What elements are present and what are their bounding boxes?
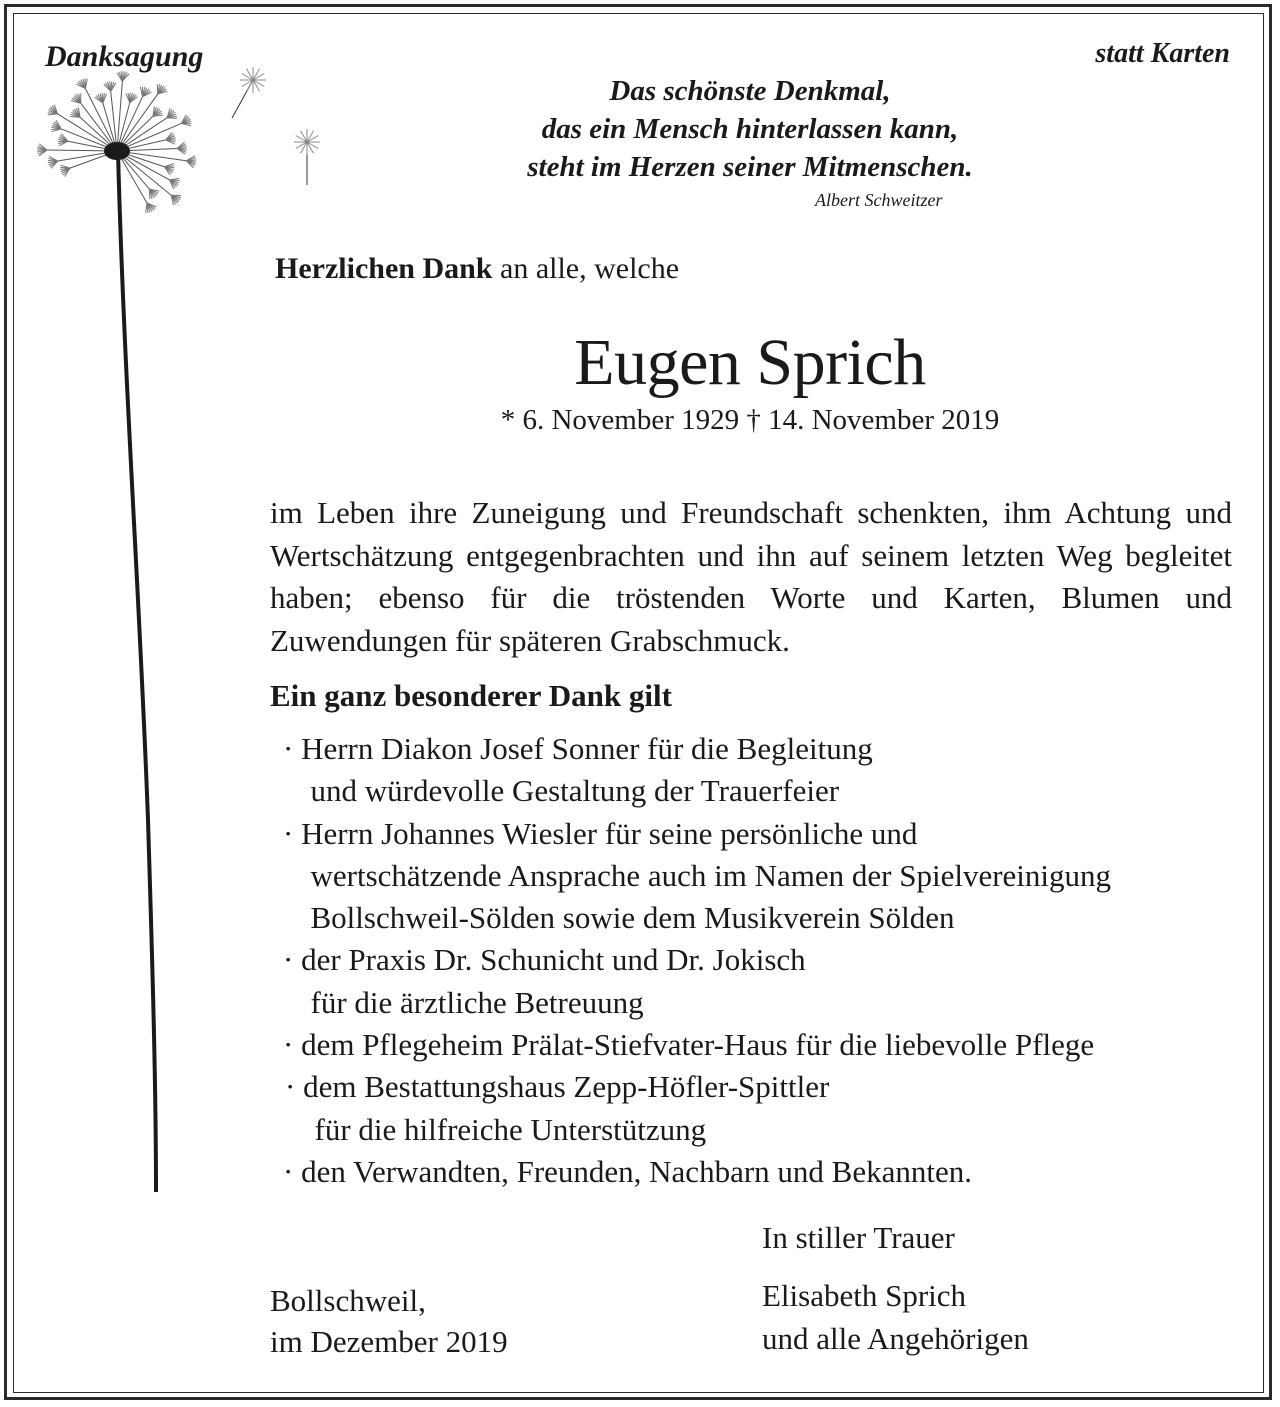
quote-line: das ein Mensch hinterlassen kann, bbox=[541, 113, 959, 145]
list-line: und würdevolle Gestaltung der Trauerfeier bbox=[295, 773, 840, 809]
life-dates: * 6. November 1929 † 14. November 2019 bbox=[500, 404, 1000, 436]
signer-family: und alle Angehörigen bbox=[762, 1321, 1029, 1356]
quote-block bbox=[430, 72, 1070, 186]
heading-statt-karten: statt Karten bbox=[1095, 38, 1230, 69]
place: Bollschweil, bbox=[270, 1283, 426, 1318]
thanks-intro-bold: Herzlichen Dank bbox=[275, 252, 493, 285]
thanks-paragraph: im Leben ihre Zuneigung und Freundschaft schenkten, ihm Achtung und Wertschätzung entgegenbrachten und ihn auf seinem letzten Weg begleitet haben; ebenso für die tröstenden Worte und Karten, Blumen und Zuwendungen für späteren Grabschmuck. bbox=[270, 495, 1232, 658]
thanks-intro-rest: an alle, welche bbox=[492, 252, 680, 285]
heading-danksagung: Danksagung bbox=[45, 40, 204, 73]
place-and-date bbox=[270, 1280, 508, 1362]
special-thanks-heading: Ein ganz besonderer Dank gilt bbox=[270, 678, 672, 713]
list-line: · dem Pflegeheim Prälat-Stiefvater-Haus für die liebevolle Pflege bbox=[283, 1027, 1095, 1063]
signers bbox=[762, 1274, 1029, 1360]
list-line: wertschätzende Ansprache auch im Namen der Spielvereinigung bbox=[295, 857, 1112, 893]
dandelion-seed-icon bbox=[294, 129, 320, 185]
list-line: · der Praxis Dr. Schunicht und Dr. Jokisch bbox=[283, 942, 806, 978]
date: im Dezember 2019 bbox=[270, 1324, 508, 1359]
quote-line: steht im Herzen seiner Mitmenschen. bbox=[527, 151, 973, 183]
deceased-name: Eugen Sprich bbox=[574, 326, 926, 399]
list-line: · den Verwandten, Freunden, Nachbarn und Bekannten. bbox=[283, 1153, 972, 1189]
quote-author: Albert Schweitzer bbox=[815, 190, 943, 210]
grief-line: In stiller Trauer bbox=[762, 1220, 955, 1255]
quote-line: Das schönste Denkmal, bbox=[609, 75, 891, 107]
dandelion-seed-icon bbox=[232, 67, 266, 118]
thanks-intro bbox=[275, 252, 679, 286]
list-line: · Herrn Diakon Josef Sonner für die Begleitung bbox=[283, 731, 873, 766]
list-line: für die hilfreiche Unterstützung bbox=[299, 1111, 707, 1147]
thanks-list bbox=[283, 728, 1111, 1193]
list-line: · dem Bestattungshaus Zepp-Höfler-Spittler bbox=[285, 1069, 830, 1105]
list-line: für die ärztliche Betreuung bbox=[295, 984, 644, 1020]
list-line: · Herrn Johannes Wiesler für seine persönliche und bbox=[283, 815, 918, 851]
signer-name: Elisabeth Sprich bbox=[762, 1278, 967, 1313]
list-line: Bollschweil-Sölden sowie dem Musikverein Sölden bbox=[295, 900, 955, 936]
